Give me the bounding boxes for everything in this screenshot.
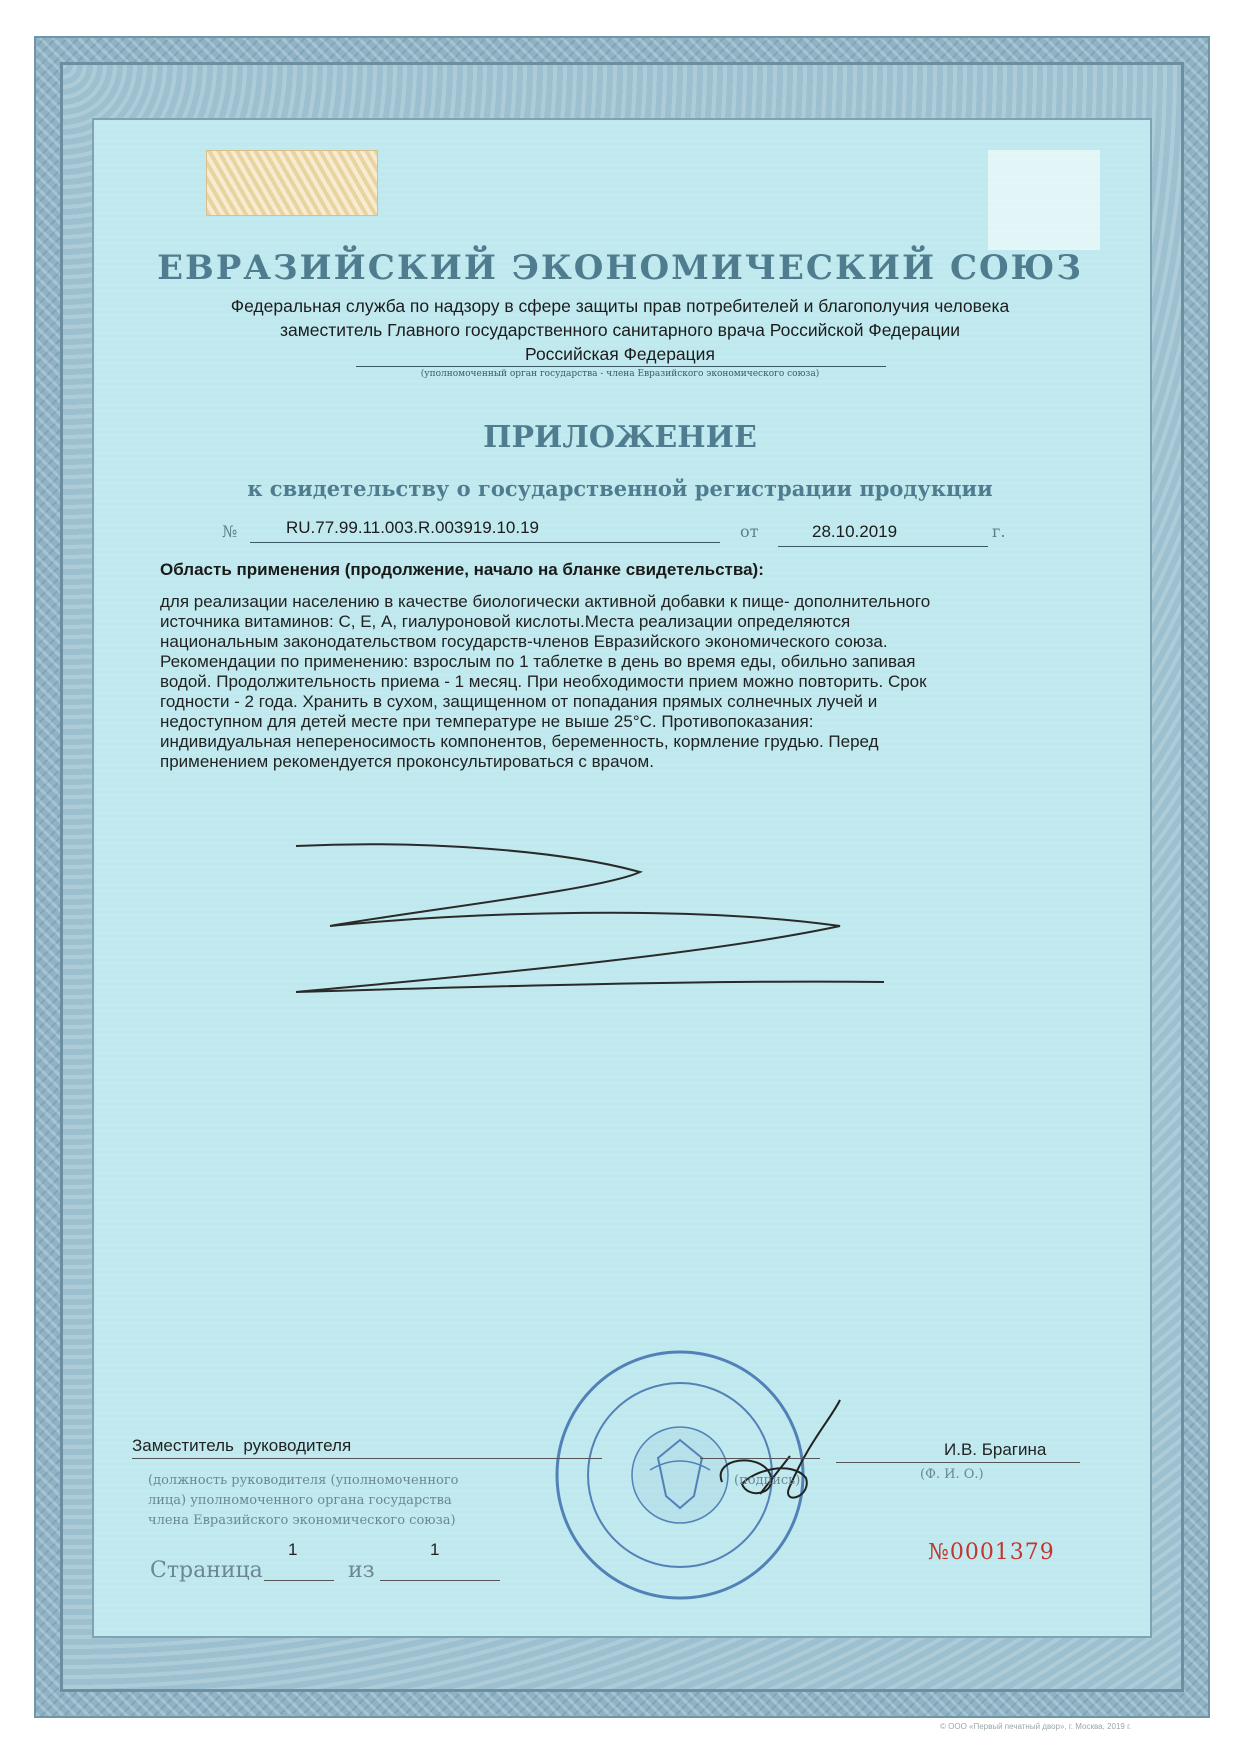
- scope-line: недоступном для детей месте при температуре не выше 25°С. Противопоказания:: [160, 712, 814, 731]
- position-caption-2: лица) уполномоченного органа государства: [148, 1493, 452, 1508]
- name-underline: [836, 1462, 1080, 1463]
- date-label: от: [740, 522, 759, 541]
- position-value: Заместитель руководителя: [132, 1436, 352, 1455]
- position-caption-1: (должность руководителя (уполномоченного: [148, 1473, 459, 1488]
- scope-line: применением рекомендуется проконсультироваться с врачом.: [160, 752, 654, 771]
- page-current-underline: [264, 1580, 334, 1581]
- position-underline: [132, 1458, 602, 1459]
- scope-line: годности - 2 года. Хранить в сухом, защищенном от попадания прямых солнечных лучей и: [160, 692, 878, 711]
- scope-line: водой. Продолжительность приема - 1 месяц. При необходимости прием можно повторить. Срок: [160, 672, 927, 691]
- scope-heading: Область применения (продолжение, начало на бланке свидетельства):: [160, 560, 764, 579]
- page-label: Страница: [150, 1558, 263, 1583]
- registration-date: 28.10.2019: [812, 522, 898, 541]
- page-current: 1: [288, 1540, 298, 1559]
- signature-caption: (подпись): [734, 1473, 801, 1488]
- page-total: 1: [430, 1540, 440, 1559]
- cancellation-strike: [296, 844, 884, 992]
- union-title: ЕВРАЗИЙСКИЙ ЭКОНОМИЧЕСКИЙ СОЮЗ: [157, 248, 1083, 288]
- agency-line-2: заместитель Главного государственного санитарного врача Российской Федерации: [279, 320, 961, 340]
- printer-credit: © ООО «Первый печатный двор», г. Москва, 2019 г.: [940, 1722, 1132, 1731]
- number-label: №: [222, 522, 238, 541]
- position-caption-3: члена Евразийского экономического союза): [148, 1513, 456, 1528]
- signer-name: И.В. Брагина: [944, 1440, 1047, 1459]
- scope-line: национальным законодательством государств-членов Евразийского экономического союза.: [160, 632, 888, 651]
- name-caption: (Ф. И. О.): [920, 1467, 984, 1482]
- agency-line-3: Российская Федерация: [525, 344, 715, 364]
- signature-underline: [700, 1458, 820, 1459]
- registration-number: RU.77.99.11.003.R.003919.10.19: [286, 518, 539, 537]
- scope-line: индивидуальная непереносимость компонентов, беременность, кормление грудью. Перед: [160, 732, 879, 751]
- scope-line: Рекомендации по применению: взрослым по 1 таблетке в день во время еды, обильно запивая: [160, 652, 916, 671]
- page-total-underline: [380, 1580, 500, 1581]
- document-subtitle: к свидетельству о государственной регистрации продукции: [247, 476, 993, 501]
- authority-note: (уполномоченный орган государства - члена Евразийского экономического союза): [420, 369, 820, 379]
- scope-line: для реализации населению в качестве биологически активной добавки к пище- дополнительного: [160, 592, 931, 611]
- agency-line-1: Федеральная служба по надзору в сфере защиты прав потребителей и благополучия человека: [230, 296, 1010, 316]
- year-suffix: г.: [992, 522, 1006, 541]
- of-label: из: [348, 1558, 375, 1583]
- form-number: №0001379: [928, 1540, 1055, 1565]
- scope-line: источника витаминов: С, Е, А, гиалуроновой кислоты.Места реализации определяются: [160, 612, 851, 631]
- document-title: ПРИЛОЖЕНИЕ: [483, 420, 757, 455]
